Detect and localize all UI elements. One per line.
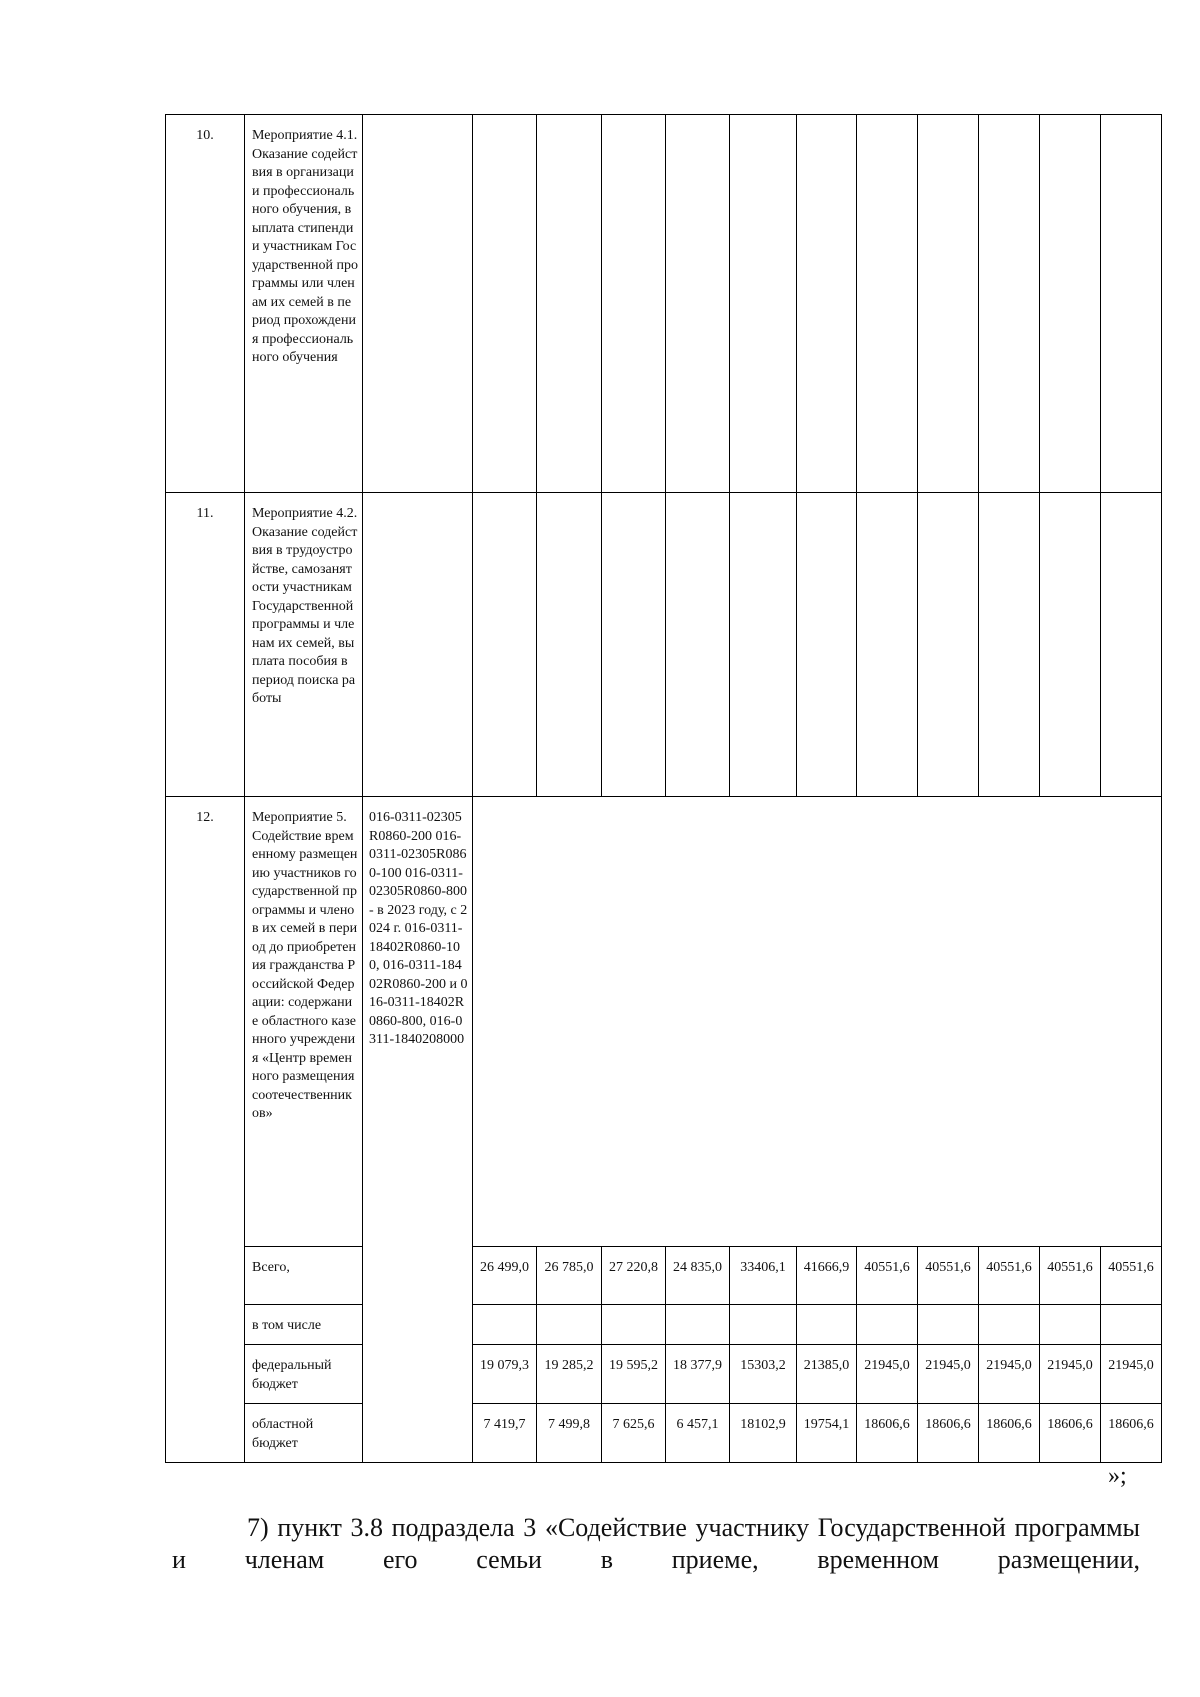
funding-value — [979, 1305, 1040, 1345]
funding-value: 26 499,0 — [473, 1247, 537, 1305]
empty-cell — [918, 493, 979, 797]
budget-code: 016-0311-02305R0860-200 016-0311-02305R0860-100 016-0311-02305R0860-800 - в 2023 году, с 2024 г. 016-0311-18402R0860-100, 016-0311-18402R0860-200 и 016-0311-18402R0860-800, 016-0311-1840208000 — [363, 797, 473, 1463]
empty-cell — [537, 115, 602, 493]
funding-value — [1040, 1305, 1101, 1345]
funding-value — [857, 1305, 918, 1345]
body-paragraph: 7) пункт 3.8 подраздела 3 «Содействие участнику Государственной программы и членам его семьи в приеме, временном размещении, — [172, 1513, 1140, 1574]
measure-name: Мероприятие 5. Содействие временному размещению участников государственной программы и членов их семей в период до приобретения гражданства Российской Федерации: содержание областного казенного учреждения «Центр временного размещения соотечественников» — [245, 797, 363, 1247]
empty-cell — [797, 493, 857, 797]
funding-value: 21945,0 — [1040, 1345, 1101, 1404]
empty-cell — [1040, 115, 1101, 493]
funding-value — [918, 1305, 979, 1345]
empty-cell — [602, 493, 666, 797]
empty-cell — [1101, 115, 1162, 493]
budget-code — [363, 493, 473, 797]
funding-value: 18606,6 — [918, 1404, 979, 1463]
funding-row-regional — [166, 1404, 1162, 1463]
empty-cell — [797, 115, 857, 493]
funding-value: 40551,6 — [918, 1247, 979, 1305]
empty-cell — [473, 115, 537, 493]
funding-row-total — [166, 1247, 1162, 1305]
funding-value: 41666,9 — [797, 1247, 857, 1305]
funding-value: 26 785,0 — [537, 1247, 602, 1305]
funding-value — [1101, 1305, 1162, 1345]
funding-value: 40551,6 — [1040, 1247, 1101, 1305]
funding-value: 40551,6 — [857, 1247, 918, 1305]
funding-value: 24 835,0 — [666, 1247, 730, 1305]
funding-value — [537, 1305, 602, 1345]
funding-value — [797, 1305, 857, 1345]
empty-cell — [918, 115, 979, 493]
empty-cell — [857, 493, 918, 797]
measure-name: Мероприятие 4.1. Оказание содействия в организации профессионального обучения, выплата стипендии участникам Государственной программы или членам их семей в период прохождения профессионального обучения — [245, 115, 363, 493]
funding-value: 21945,0 — [1101, 1345, 1162, 1404]
funding-value: 40551,6 — [1101, 1247, 1162, 1305]
program-table — [165, 114, 1162, 1463]
funding-value — [730, 1305, 797, 1345]
funding-value: 7 499,8 — [537, 1404, 602, 1463]
funding-value: 33406,1 — [730, 1247, 797, 1305]
measure-name: Мероприятие 4.2. Оказание содействия в трудоустройстве, самозанятости участникам Государственной программы и членам их семей, выплата пособия в период поиска работы — [245, 493, 363, 797]
empty-cell — [1101, 493, 1162, 797]
funding-value: 19 595,2 — [602, 1345, 666, 1404]
empty-cell — [730, 115, 797, 493]
funding-value: 21945,0 — [918, 1345, 979, 1404]
funding-value: 21945,0 — [979, 1345, 1040, 1404]
funding-value — [666, 1305, 730, 1345]
row-number: 12. — [166, 797, 245, 1463]
funding-value: 19 285,2 — [537, 1345, 602, 1404]
empty-cell — [979, 115, 1040, 493]
funding-value: 21385,0 — [797, 1345, 857, 1404]
funding-label: Всего, — [245, 1247, 363, 1305]
funding-row-federal — [166, 1345, 1162, 1404]
funding-value: 7 419,7 — [473, 1404, 537, 1463]
funding-value: 27 220,8 — [602, 1247, 666, 1305]
funding-value: 7 625,6 — [602, 1404, 666, 1463]
funding-value: 18606,6 — [1040, 1404, 1101, 1463]
closing-quote-mark: »; — [1108, 1463, 1127, 1489]
empty-cell — [666, 115, 730, 493]
funding-value: 19754,1 — [797, 1404, 857, 1463]
empty-cell — [473, 797, 1162, 1247]
empty-cell — [857, 115, 918, 493]
funding-label: в том числе — [245, 1305, 363, 1345]
row-number: 11. — [166, 493, 245, 797]
empty-cell — [979, 493, 1040, 797]
empty-cell — [1040, 493, 1101, 797]
empty-cell — [537, 493, 602, 797]
funding-row-including — [166, 1305, 1162, 1345]
funding-value — [473, 1305, 537, 1345]
empty-cell — [730, 493, 797, 797]
table-row — [166, 797, 1162, 1247]
funding-value: 21945,0 — [857, 1345, 918, 1404]
funding-label: федеральный бюджет — [245, 1345, 363, 1404]
funding-value: 18102,9 — [730, 1404, 797, 1463]
funding-value: 18 377,9 — [666, 1345, 730, 1404]
funding-label: областной бюджет — [245, 1404, 363, 1463]
budget-code — [363, 115, 473, 493]
funding-value: 40551,6 — [979, 1247, 1040, 1305]
funding-value: 6 457,1 — [666, 1404, 730, 1463]
empty-cell — [473, 493, 537, 797]
funding-value: 15303,2 — [730, 1345, 797, 1404]
funding-value: 18606,6 — [1101, 1404, 1162, 1463]
funding-value: 18606,6 — [857, 1404, 918, 1463]
table-row — [166, 115, 1162, 493]
funding-value: 19 079,3 — [473, 1345, 537, 1404]
funding-value: 18606,6 — [979, 1404, 1040, 1463]
empty-cell — [666, 493, 730, 797]
empty-cell — [602, 115, 666, 493]
table-row — [166, 493, 1162, 797]
row-number: 10. — [166, 115, 245, 493]
funding-value — [602, 1305, 666, 1345]
